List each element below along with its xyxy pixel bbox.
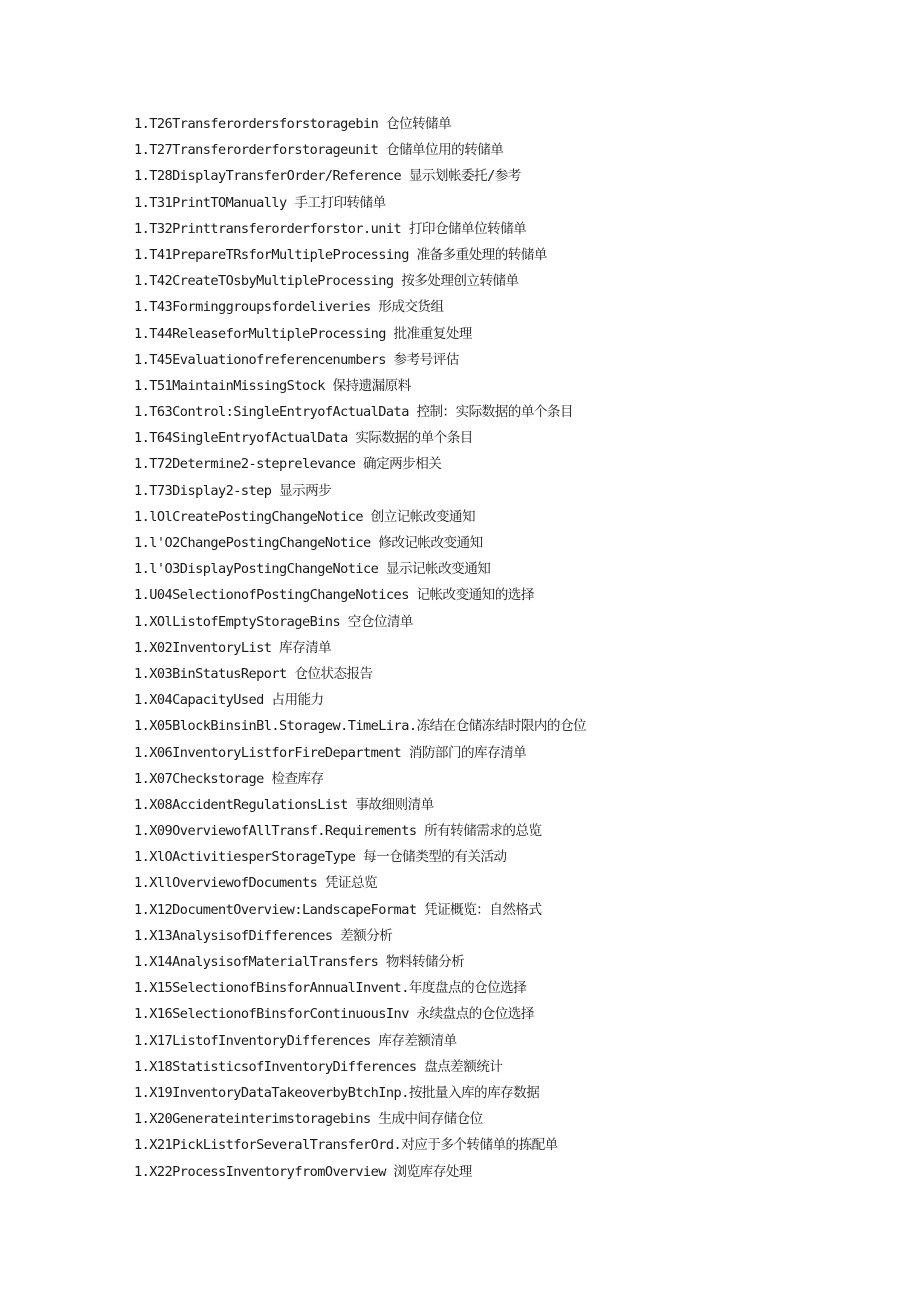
- list-item: 1.T26Transferordersforstoragebin 仓位转储单: [134, 116, 452, 132]
- list-item: 1.T31PrintTOManually 手工打印转储单: [134, 194, 386, 211]
- list-item: 1.X03BinStatusReport 仓位状态报告: [134, 665, 373, 682]
- list-item: 1.T43Forminggroupsfordeliveries 形成交货组: [134, 299, 444, 316]
- list-item: 1.T42CreateTOsbyMultipleProcessing 按多处理创立转储单: [134, 273, 519, 290]
- list-item: 1.XllOverviewofDocuments 凭证总览: [134, 875, 378, 892]
- list-item: 1.XOlListofEmptyStorageBins 空仓位清单: [134, 613, 413, 630]
- list-item: 1.T63Control:SingleEntryofActualData 控制：实际数据的单个条目: [134, 404, 573, 421]
- transaction-code-list: [134, 111, 894, 1185]
- list-item: 1.T45Evaluationofreferencenumbers 参考号评估: [134, 351, 459, 368]
- list-item: 1.X22ProcessInventoryfromOverview 浏览库存处理: [134, 1163, 472, 1180]
- list-item: 1.T27Transferorderforstorageunit 仓储单位用的转储单: [134, 142, 504, 159]
- list-item: 1.X18StatisticsofInventoryDifferences 盘点差额统计: [134, 1058, 503, 1075]
- list-item: 1.l'O2ChangePostingChangeNotice 修改记帐改变通知: [134, 535, 483, 551]
- list-item: 1.l'O3DisplayPostingChangeNotice 显示记帐改变通知: [134, 561, 491, 578]
- list-item: 1.X06InventoryListforFireDepartment 消防部门的库存清单: [134, 744, 527, 761]
- list-item: 1.X04CapacityUsed 占用能力: [134, 692, 324, 709]
- list-item: 1.T41PrepareTRsforMultipleProcessing 准备多重处理的转储单: [134, 246, 547, 263]
- list-item: 1.T72Determine2-steprelevance 确定两步相关: [134, 456, 442, 473]
- list-item: 1.X15SelectionofBinsforAnnualInvent.年度盘点的仓位选择: [134, 980, 527, 997]
- list-item: 1.X09OverviewofAllTransf.Requirements 所有转储需求的总览: [134, 823, 542, 840]
- list-item: 1.XlOActivitiesperStorageType 每一仓储类型的有关活动: [134, 849, 507, 866]
- list-item: 1.X08AccidentRegulationsList 事故细则清单: [134, 796, 434, 813]
- list-item: 1.X07Checkstorage 检查库存: [134, 770, 324, 787]
- list-item: 1.lOlCreatePostingChangeNotice 创立记帐改变通知: [134, 508, 476, 525]
- list-item: 1.X20Generateinterimstoragebins 生成中间存储仓位: [134, 1111, 483, 1128]
- list-item: 1.U04SelectionofPostingChangeNotices 记帐改变通知的选择: [134, 587, 534, 604]
- list-item: 1.T28DisplayTransferOrder/Reference 显示划帐委托/参考: [134, 168, 521, 185]
- list-item: 1.T51MaintainMissingStock 保持遗漏原料: [134, 377, 411, 394]
- list-item: 1.X05BlockBinsinBl.Storagew.TimeLira.冻结在仓储冻结时限内的仓位: [134, 718, 587, 735]
- list-item: 1.X12DocumentOverview:LandscapeFormat 凭证概览：自然格式: [134, 901, 542, 918]
- list-item: 1.X13AnalysisofDifferences 差额分析: [134, 927, 393, 944]
- list-item: 1.X21PickListforSeveralTransferOrd.对应于多个转储单的拣配单: [134, 1137, 558, 1154]
- list-item: 1.X16SelectionofBinsforContinuousInv 永续盘点的仓位选择: [134, 1006, 534, 1023]
- list-item: 1.X19InventoryDataTakeoverbyBtchInp.按批量入库的库存数据: [134, 1084, 540, 1101]
- list-item: 1.X02InventoryList 库存清单: [134, 639, 332, 656]
- list-item: 1.X14AnalysisofMaterialTransfers 物料转储分析: [134, 954, 465, 970]
- list-item: 1.T64SingleEntryofActualData 实际数据的单个条目: [134, 430, 473, 447]
- list-item: 1.T73Display2-step 显示两步: [134, 482, 332, 499]
- list-item: 1.X17ListofInventoryDifferences 库存差额清单: [134, 1032, 457, 1049]
- list-item: 1.T44ReleaseforMultipleProcessing 批准重复处理: [134, 325, 472, 342]
- list-item: 1.T32Printtransferorderforstor.unit 打印仓储单位转储单: [134, 220, 527, 237]
